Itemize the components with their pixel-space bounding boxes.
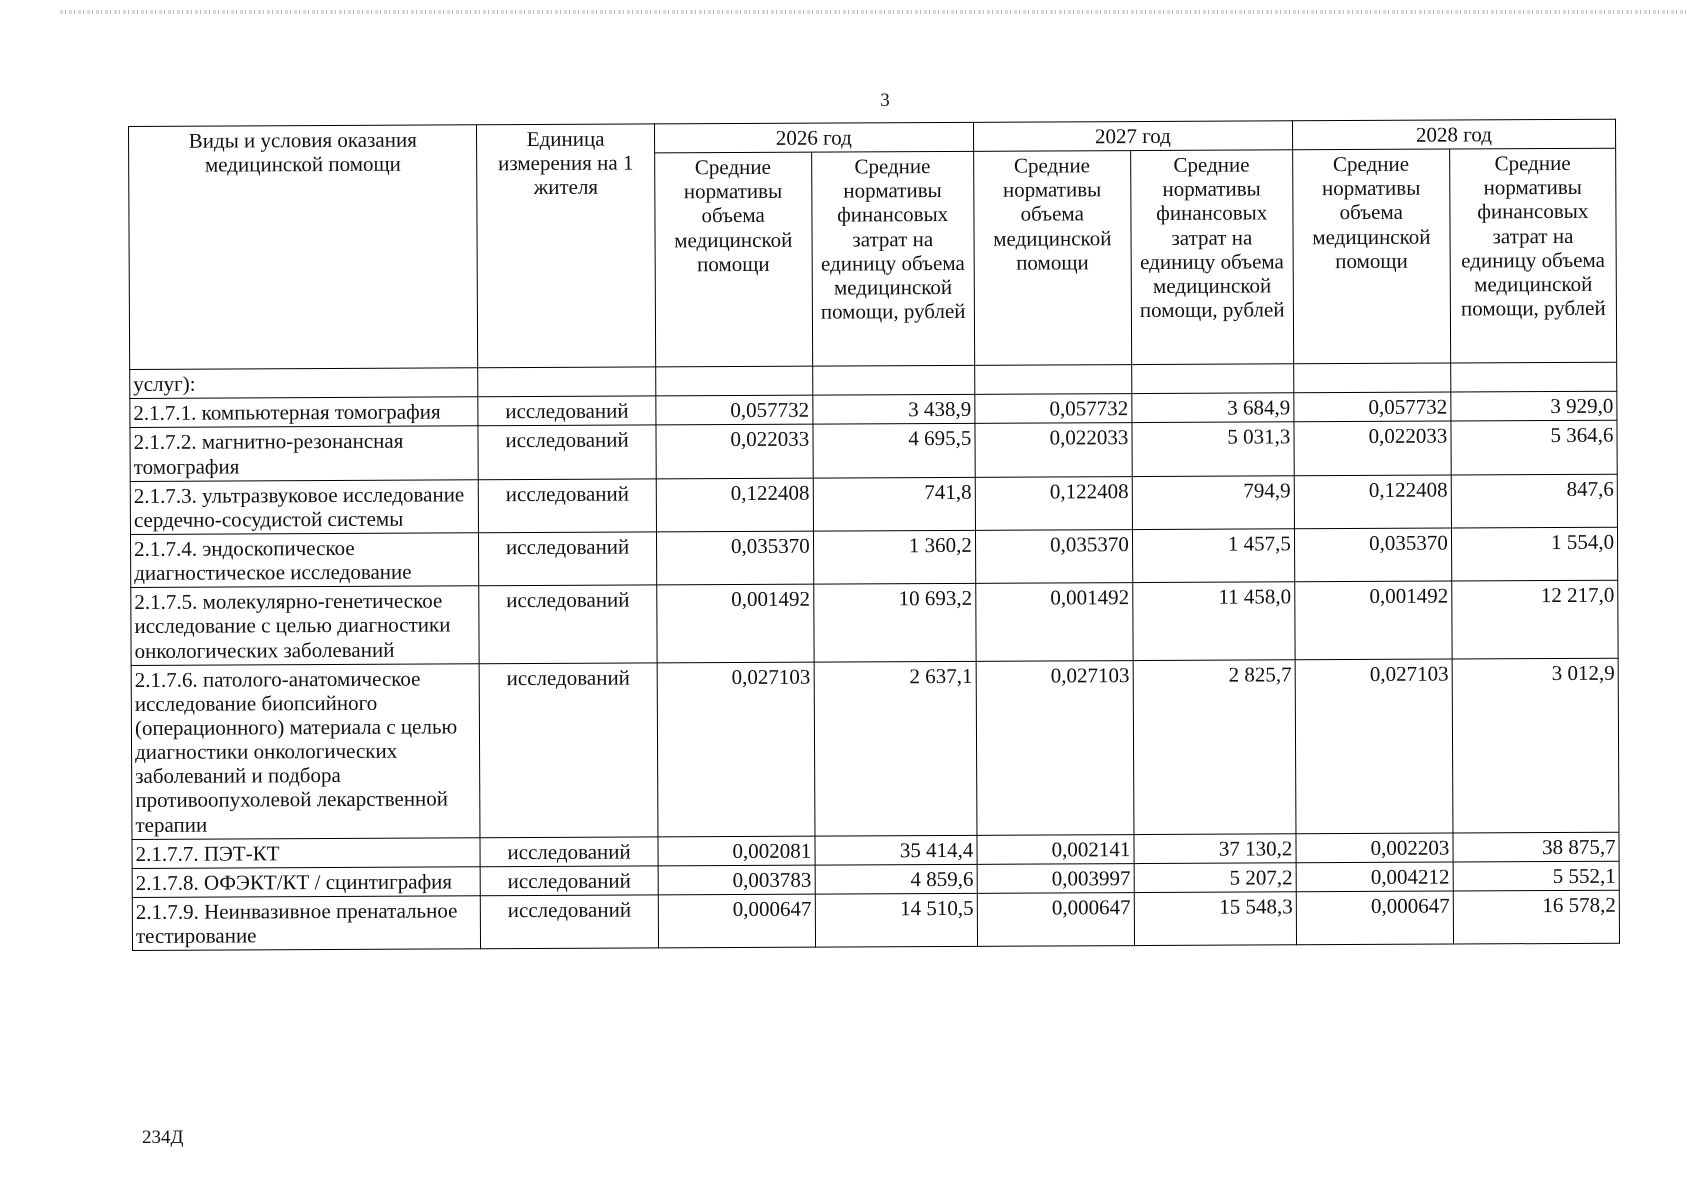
cost-value: 3 929,0 [1451,392,1617,422]
table-row [131,580,1618,665]
row-name: 2.1.7.2. магнитно-резонансная томография [130,426,479,481]
cost-value: 38 875,7 [1453,832,1619,862]
row-name: 2.1.7.1. компьютерная томография [130,397,479,428]
header-cost: Средние нормативы финансовых затрат на единицу объема медицинской помощи, рублей [811,152,974,367]
row-name: 2.1.7.9. Неинвазивное пренатальное тестирование [132,896,481,951]
table-body [130,362,1620,950]
table-header [129,119,1617,369]
header-year: 2026 год [654,122,973,153]
table-row [130,474,1617,535]
volume-value: 0,027103 [657,662,815,837]
volume-value: 0,002141 [977,834,1134,864]
cost-value: 12 217,0 [1452,580,1619,658]
header-year: 2027 год [973,121,1292,152]
cost-value: 10 693,2 [813,584,975,662]
cost-value: 2 637,1 [814,661,977,836]
cost-value: 1 457,5 [1132,529,1294,583]
volume-value: 0,022033 [656,425,813,479]
cost-value: 2 825,7 [1133,659,1296,834]
scan-edge-artifact [60,10,1686,14]
volume-value: 0,057732 [1294,392,1451,422]
row-unit: исследований [478,425,656,479]
header-volume: Средние нормативы объема медицинской помощи [1292,149,1450,364]
header-volume: Средние нормативы объема медицинской помощи [654,152,812,367]
row-unit: исследований [478,396,655,426]
cost-value: 741,8 [813,477,975,531]
row-unit: исследований [481,895,659,949]
cost-value: 3 012,9 [1452,658,1619,833]
row-name: 2.1.7.6. патолого-анатомическое исследование биопсийного (операционного) материала с целью диагностики онкологических заболеваний и подбора противоопухолевой лекарственной терапии [131,663,480,839]
volume-value: 0,035370 [975,530,1132,584]
header-year: 2028 год [1292,119,1615,150]
continuation-label: услуг): [130,368,479,399]
cost-value: 847,6 [1451,474,1617,528]
cost-value: 5 207,2 [1134,863,1296,893]
cost-value: 11 458,0 [1133,582,1295,660]
cost-value: 16 578,2 [1453,890,1619,944]
cost-value: 1 360,2 [813,530,975,584]
header-cost: Средние нормативы финансовых затрат на единицу объема медицинской помощи, рублей [1449,148,1616,363]
table-row [130,527,1617,588]
volume-value: 0,057732 [975,394,1132,424]
row-unit: исследований [480,663,658,838]
volume-value: 0,004212 [1296,862,1453,892]
row-name: 2.1.7.8. ОФЭКТ/КТ / сцинтиграфия [132,867,481,898]
row-name: 2.1.7.7. ПЭТ-КТ [132,837,481,868]
row-unit: исследований [481,866,658,896]
cost-value: 5 364,6 [1451,421,1617,475]
row-name: 2.1.7.4. эндоскопическое диагностическое исследование [130,533,479,588]
volume-value: 0,122408 [1294,475,1451,529]
volume-value: 0,122408 [656,478,813,532]
cost-value: 14 510,5 [815,893,977,947]
cost-value: 1 554,0 [1451,527,1617,581]
row-unit: исследований [479,479,657,533]
table-row [132,890,1619,951]
page-number: 3 [880,90,890,111]
volume-value: 0,035370 [1294,528,1451,582]
header-volume: Средние нормативы объема медицинской помощи [973,151,1131,366]
volume-value: 0,022033 [1294,421,1451,475]
cost-value: 3 438,9 [813,395,975,425]
header-kind: Виды и условия оказания медицинской помощи [129,125,479,370]
volume-value: 0,000647 [658,894,815,948]
volume-value: 0,122408 [975,476,1132,530]
cost-value: 4 695,5 [813,424,975,478]
cost-value: 37 130,2 [1134,833,1296,863]
cost-value: 4 859,6 [815,864,977,894]
volume-value: 0,057732 [656,395,813,425]
table-row [130,421,1617,482]
volume-value: 0,003997 [977,863,1134,893]
row-unit: исследований [479,532,657,586]
cost-value: 794,9 [1132,476,1294,530]
cost-value: 5 552,1 [1453,861,1619,891]
row-unit: исследований [479,585,657,663]
row-name: 2.1.7.5. молекулярно-генетическое исследование с целью диагностики онкологических заболеваний [131,586,480,665]
cost-value: 15 548,3 [1134,892,1296,946]
volume-value: 0,000647 [977,893,1134,947]
volume-value: 0,022033 [975,423,1132,477]
standards-table [128,119,1620,951]
table-row [131,658,1619,839]
header-cost: Средние нормативы финансовых затрат на единицу объема медицинской помощи, рублей [1130,150,1293,365]
cost-value: 3 684,9 [1132,393,1294,423]
volume-value: 0,002203 [1296,833,1453,863]
cost-value: 35 414,4 [815,835,977,865]
volume-value: 0,003783 [658,865,815,895]
volume-value: 0,001492 [656,584,813,662]
volume-value: 0,000647 [1296,891,1453,945]
document-code: 234Д [142,1127,184,1148]
cost-value: 5 031,3 [1132,422,1294,476]
volume-value: 0,002081 [658,836,815,866]
volume-value: 0,027103 [976,660,1134,835]
row-name: 2.1.7.3. ультразвуковое исследование сердечно-сосудистой системы [130,479,479,534]
volume-value: 0,027103 [1295,659,1453,834]
row-unit: исследований [480,837,657,867]
volume-value: 0,035370 [656,531,813,585]
header-unit: Единица измерения на 1 жителя [477,124,655,368]
volume-value: 0,001492 [976,583,1133,661]
volume-value: 0,001492 [1295,581,1452,659]
